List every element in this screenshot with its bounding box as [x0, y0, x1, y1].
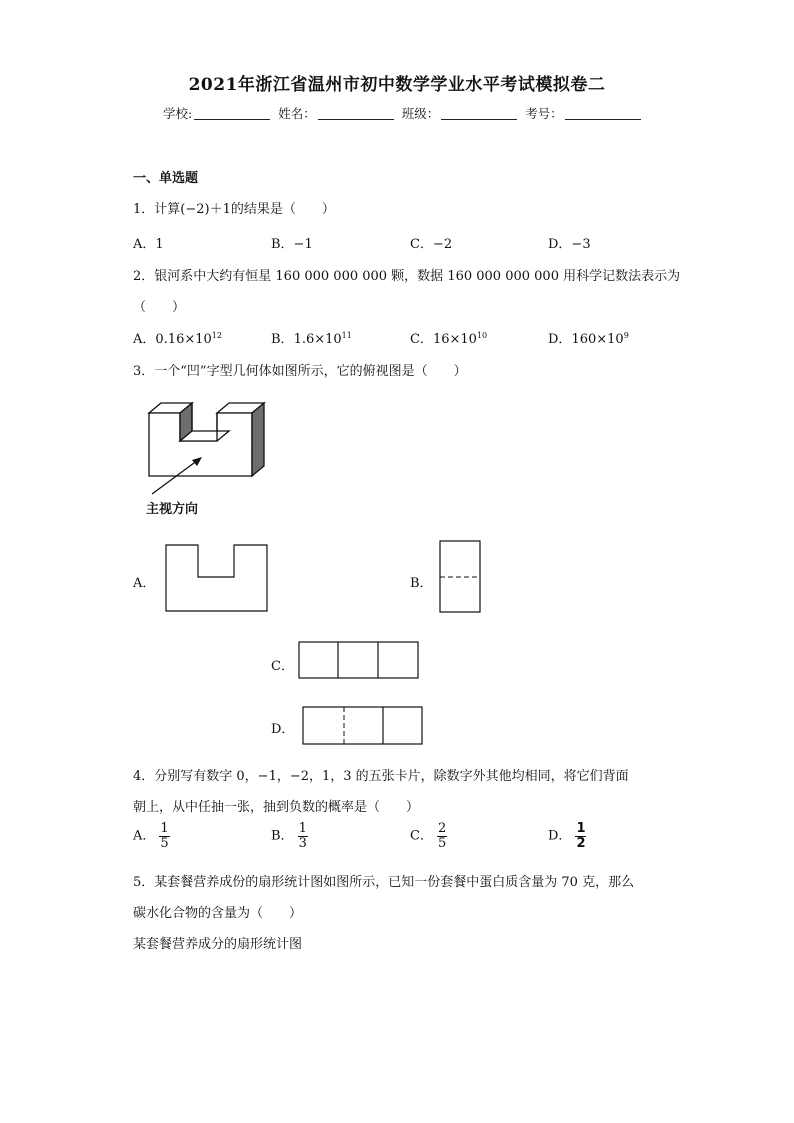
- q2-stem-line2: （ ）: [133, 300, 186, 315]
- q5-stem-line1: 5．某套餐营养成份的扇形统计图如图所示，已知一份套餐中蛋白质含量为 70 克，那么: [133, 875, 635, 890]
- q2-stem-line1: 2．银河系中大约有恒星 160 000 000 000 颗，数据 160 000 000 000 用科学记数法表示为: [133, 269, 681, 284]
- q3-option-a-figure: [165, 544, 269, 612]
- exam-no-blank: [565, 107, 641, 120]
- q4-stem-line2: 朝上，从中任抽一张，抽到负数的概率是（ ）: [133, 800, 420, 815]
- q5-chart-title: 某套餐营养成分的扇形统计图: [133, 937, 303, 952]
- q4-option-d-label: D．: [548, 828, 572, 844]
- q2-option-b: [271, 328, 352, 347]
- q4-option-d-num: 1: [576, 821, 586, 836]
- q4-option-b-den: 3: [298, 835, 307, 851]
- q4-option-a: [133, 822, 170, 850]
- q4-option-d: [548, 822, 586, 850]
- q1-stem: 1．计算(−2)＋1的结果是（ ）: [133, 202, 335, 217]
- q2-option-a-label: A．: [133, 332, 156, 347]
- q2-option-d-base: 160×10: [571, 332, 624, 347]
- q3-option-b-label: B．: [410, 576, 433, 591]
- class-blank: [441, 107, 517, 120]
- q2-option-a-exp: 12: [211, 331, 222, 340]
- q4-stem-line1: 4．分别写有数字 0，−1，−2，1，3 的五张卡片，除数字外其他均相同，将它们背面: [133, 769, 629, 784]
- q1-option-d: D．−3: [548, 237, 591, 252]
- q4-option-a-num: 1: [160, 821, 169, 836]
- school-label: 学校:: [163, 106, 193, 121]
- q2-option-c: [410, 328, 487, 347]
- name-label: 姓名：: [278, 106, 316, 121]
- name-blank: [318, 107, 394, 120]
- q2-option-d-label: D．: [548, 332, 572, 347]
- exam-title: 2021年浙江省温州市初中数学学业水平考试模拟卷二: [188, 75, 606, 95]
- q4-option-c-den: 5: [437, 835, 447, 851]
- q4-option-c-num: 2: [437, 821, 447, 836]
- q4-option-d-den: 2: [576, 835, 586, 851]
- q2-option-c-exp: 10: [476, 331, 488, 340]
- q2-option-c-label: C．: [410, 332, 433, 347]
- q4-option-c-label: C．: [410, 828, 433, 844]
- q4-option-a-label: A．: [133, 828, 156, 844]
- q4-option-a-fraction: [159, 822, 169, 850]
- q2-option-b-exp: 11: [341, 331, 352, 340]
- q1-option-c: C．−2: [410, 237, 453, 252]
- q1-option-a: A．1: [133, 237, 164, 252]
- q2-option-a: [133, 328, 222, 347]
- q4-option-b-label: B．: [271, 828, 294, 844]
- q2-option-d: [548, 328, 629, 347]
- q4-option-c-fraction: [437, 822, 447, 850]
- q4-option-b: [271, 822, 308, 850]
- q3-option-c-label: C．: [271, 659, 294, 674]
- q4-option-d-fraction: [575, 822, 586, 850]
- q1-option-b: B．−1: [271, 237, 313, 252]
- class-label: 班级：: [401, 106, 440, 121]
- exam-no-label: 考号：: [525, 106, 563, 121]
- q2-option-b-label: B．: [271, 332, 294, 347]
- q4-option-c: [410, 822, 447, 850]
- school-blank: [194, 107, 270, 120]
- q3-figure-caption: 主视方向: [146, 502, 199, 517]
- q2-option-b-base: 1.6×10: [293, 332, 342, 347]
- q2-option-d-exp: 9: [623, 331, 629, 340]
- q2-option-a-base: 0.16×10: [155, 332, 212, 347]
- q4-option-a-den: 5: [160, 835, 169, 851]
- q5-stem-line2: 碳水化合物的含量为（ ）: [133, 906, 303, 921]
- q4-option-b-num: 1: [298, 821, 307, 836]
- q3-3d-figure: [140, 398, 280, 503]
- q2-option-c-base: 16×10: [432, 332, 477, 347]
- q3-option-c-figure: [298, 641, 420, 679]
- q3-option-d-label: D．: [271, 722, 295, 737]
- section-title: 一、单选题: [133, 171, 199, 186]
- student-info-line: [163, 104, 645, 122]
- q3-option-d-figure: [302, 706, 424, 746]
- q4-option-b-fraction: [298, 822, 308, 850]
- q3-stem: 3．一个“凹”字型几何体如图所示，它的俯视图是（ ）: [133, 364, 467, 379]
- q3-option-a-label: A．: [133, 576, 156, 591]
- q3-option-b-figure: [439, 540, 482, 614]
